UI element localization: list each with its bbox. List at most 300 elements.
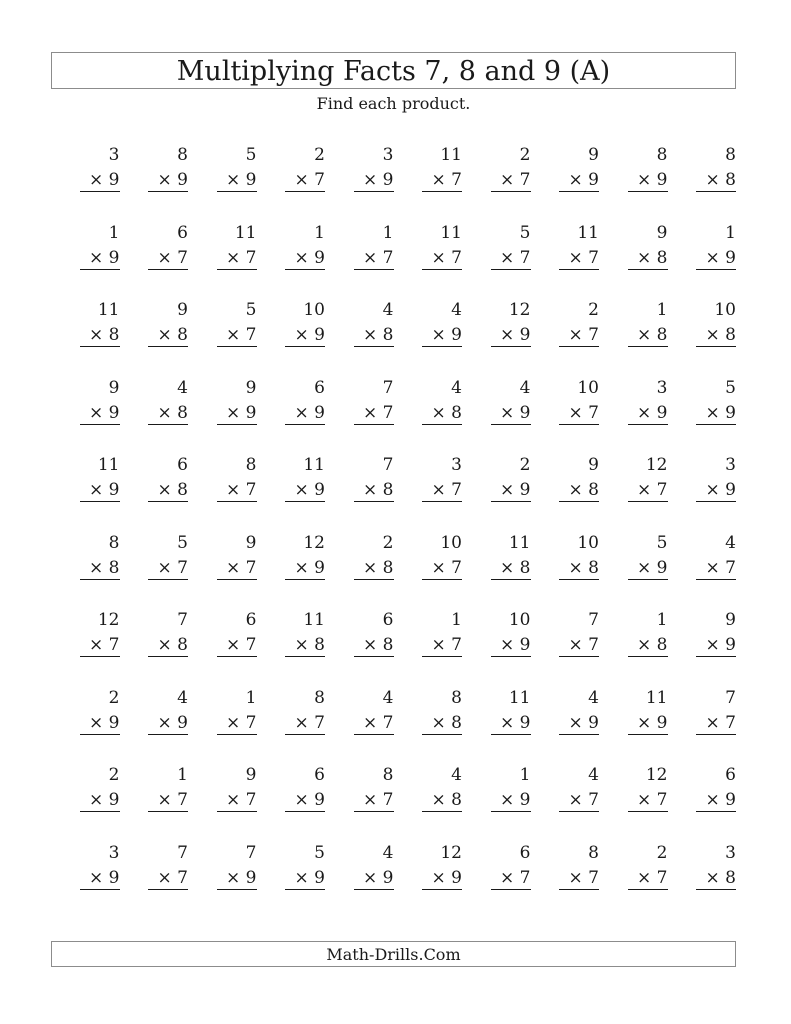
problem [599,299,668,377]
problem [188,532,257,610]
problem [257,842,326,920]
multiplicand: 1 [108,222,120,243]
multiplier: × 9 [422,324,462,347]
multiplicand: 7 [382,455,394,475]
multiplicand: 2 [382,532,394,553]
multiplier: × 9 [696,634,736,657]
multiplier: × 9 [628,712,668,735]
multiplier: × 7 [422,479,462,502]
multiplier: × 9 [148,712,188,735]
multiplicand: 1 [656,610,668,630]
multiplicand: 1 [382,222,394,243]
multiplier: × 7 [354,712,394,735]
problem [531,687,600,765]
multiplier: × 7 [696,712,736,735]
multiplier: × 8 [80,557,120,580]
multiplicand: 11 [440,145,462,165]
multiplicand: 12 [303,532,325,553]
multiplier: × 9 [354,169,394,192]
multiplicand: 10 [508,610,531,630]
multiplier: × 7 [80,634,120,657]
multiplicand: 4 [451,377,462,398]
multiplicand: 8 [314,687,325,708]
multiplier: × 9 [80,479,120,502]
multiplier: × 9 [422,867,462,890]
multiplier: × 9 [217,169,257,192]
multiplier: × 8 [148,634,188,657]
multiplicand: 11 [234,222,257,243]
problem-row [51,764,736,842]
problem [668,377,737,455]
problem [257,377,326,455]
problem [599,377,668,455]
multiplier: × 8 [148,479,188,502]
multiplicand: 9 [656,222,668,243]
multiplier: × 9 [285,789,325,812]
problem [668,532,737,610]
problem [120,532,189,610]
multiplicand: 6 [382,610,394,630]
multiplier: × 7 [217,712,257,735]
multiplicand: 2 [519,455,531,475]
multiplicand: 8 [451,687,462,708]
problem [462,454,531,532]
multiplicand: 9 [245,532,257,553]
problem [325,144,394,222]
multiplier: × 9 [628,169,668,192]
multiplier: × 8 [696,169,736,192]
multiplicand: 2 [656,842,668,863]
multiplicand: 11 [303,455,325,475]
multiplier: × 9 [148,169,188,192]
multiplier: × 8 [559,557,599,580]
multiplicand: 1 [245,687,257,708]
problem [188,842,257,920]
problem [51,144,120,222]
multiplicand: 4 [177,687,188,708]
problem [462,609,531,687]
problem [531,377,600,455]
multiplier: × 8 [354,324,394,347]
problem [462,532,531,610]
problem [668,687,737,765]
multiplicand: 8 [725,145,736,165]
problem [188,764,257,842]
multiplicand: 4 [519,377,531,398]
problem [51,842,120,920]
multiplicand: 6 [725,765,736,785]
problem [462,144,531,222]
problem [325,222,394,300]
multiplicand: 8 [177,145,188,165]
multiplier: × 9 [285,557,325,580]
multiplier: × 9 [491,789,531,812]
multiplier: × 9 [491,324,531,347]
multiplier: × 7 [559,402,599,425]
problem [51,764,120,842]
multiplicand: 5 [656,532,668,553]
problem [531,454,600,532]
multiplier: × 9 [80,789,120,812]
multiplicand: 11 [303,610,325,630]
instructions: Find each product. [316,94,471,113]
multiplier: × 7 [217,247,257,270]
problem-row [51,609,736,687]
problem [599,764,668,842]
multiplicand: 8 [382,765,394,785]
problem [188,299,257,377]
multiplier: × 9 [696,247,736,270]
multiplier: × 7 [217,557,257,580]
multiplicand: 11 [97,300,120,320]
problem [325,532,394,610]
problem [668,299,737,377]
problem [120,764,189,842]
multiplicand: 8 [108,532,120,553]
multiplier: × 7 [285,169,325,192]
multiplier: × 7 [559,247,599,270]
multiplier: × 7 [491,867,531,890]
multiplicand: 3 [108,842,120,863]
problem [51,532,120,610]
problem [462,764,531,842]
multiplier: × 8 [696,324,736,347]
multiplicand: 5 [725,377,736,398]
multiplicand: 4 [382,842,394,863]
problem [188,687,257,765]
multiplicand: 4 [451,300,462,320]
multiplicand: 9 [177,300,188,320]
multiplier: × 7 [422,169,462,192]
multiplier: × 9 [491,479,531,502]
multiplier: × 7 [422,557,462,580]
multiplicand: 7 [725,687,736,708]
multiplicand: 11 [97,455,120,475]
multiplicand: 7 [177,610,188,630]
problem [531,609,600,687]
multiplier: × 7 [148,789,188,812]
multiplier: × 9 [491,712,531,735]
multiplicand: 11 [577,222,599,243]
multiplier: × 9 [80,712,120,735]
problem [668,144,737,222]
multiplicand: 12 [508,300,531,320]
problem [668,842,737,920]
problem [120,377,189,455]
multiplicand: 6 [519,842,531,863]
multiplier: × 8 [354,634,394,657]
problem [462,377,531,455]
multiplicand: 3 [451,455,462,475]
multiplicand: 8 [588,842,599,863]
multiplicand: 4 [382,300,394,320]
multiplicand: 11 [645,687,668,708]
problem [257,687,326,765]
problem [51,299,120,377]
multiplier: × 8 [628,634,668,657]
problem [120,687,189,765]
multiplier: × 9 [559,169,599,192]
multiplicand: 12 [645,765,668,785]
problem [394,532,463,610]
problem [120,144,189,222]
multiplier: × 9 [285,402,325,425]
problem-row [51,687,736,765]
problem [188,377,257,455]
problem-row [51,222,736,300]
multiplicand: 9 [588,455,599,475]
multiplier: × 8 [285,634,325,657]
problem [668,454,737,532]
problem [394,222,463,300]
problem [120,222,189,300]
problem-row [51,454,736,532]
multiplier: × 9 [491,402,531,425]
problem [51,377,120,455]
multiplier: × 9 [217,402,257,425]
multiplier: × 7 [422,247,462,270]
multiplicand: 6 [177,222,188,243]
problem-row [51,144,736,222]
multiplier: × 9 [80,402,120,425]
problem [462,842,531,920]
problem [462,299,531,377]
problem [394,687,463,765]
multiplicand: 10 [303,300,325,320]
multiplier: × 7 [217,634,257,657]
multiplier: × 7 [354,402,394,425]
problem [51,222,120,300]
multiplicand: 9 [725,610,736,630]
problem [51,609,120,687]
multiplier: × 8 [696,867,736,890]
multiplicand: 2 [588,300,599,320]
multiplier: × 8 [628,247,668,270]
multiplicand: 12 [440,842,462,863]
problem [394,764,463,842]
multiplicand: 1 [177,765,188,785]
problem [325,609,394,687]
multiplicand: 10 [440,532,462,553]
multiplicand: 10 [714,300,736,320]
problem [531,842,600,920]
problem [531,222,600,300]
multiplicand: 4 [177,377,188,398]
multiplier: × 7 [491,169,531,192]
problem [394,609,463,687]
multiplicand: 3 [382,145,394,165]
problem [668,609,737,687]
multiplier: × 7 [217,324,257,347]
multiplier: × 7 [422,634,462,657]
multiplier: × 9 [491,634,531,657]
multiplier: × 7 [559,324,599,347]
problem [257,299,326,377]
multiplier: × 9 [354,867,394,890]
multiplier: × 9 [628,557,668,580]
multiplier: × 8 [354,479,394,502]
multiplier: × 7 [628,789,668,812]
multiplicand: 11 [508,532,531,553]
multiplier: × 7 [491,247,531,270]
problem [394,299,463,377]
multiplier: × 9 [285,247,325,270]
multiplier: × 8 [422,789,462,812]
multiplicand: 11 [440,222,462,243]
multiplicand: 7 [177,842,188,863]
problem [531,532,600,610]
problem [599,532,668,610]
multiplicand: 1 [725,222,736,243]
multiplicand: 5 [177,532,188,553]
problem [188,609,257,687]
problem [51,687,120,765]
multiplier: × 9 [80,247,120,270]
problem [120,454,189,532]
problem [51,454,120,532]
multiplicand: 2 [519,145,531,165]
multiplicand: 7 [382,377,394,398]
multiplicand: 6 [314,765,325,785]
multiplier: × 7 [148,867,188,890]
multiplier: × 8 [422,402,462,425]
multiplier: × 8 [422,712,462,735]
multiplier: × 7 [354,789,394,812]
multiplicand: 1 [656,300,668,320]
multiplier: × 9 [285,867,325,890]
multiplicand: 5 [519,222,531,243]
multiplier: × 8 [80,324,120,347]
problem [257,144,326,222]
multiplicand: 7 [245,842,257,863]
problem-grid [51,144,736,919]
multiplicand: 3 [108,145,120,165]
multiplicand: 3 [656,377,668,398]
problem-row [51,377,736,455]
multiplicand: 5 [245,300,257,320]
problem [257,532,326,610]
multiplier: × 7 [628,479,668,502]
multiplier: × 9 [696,789,736,812]
multiplier: × 9 [628,402,668,425]
multiplicand: 12 [97,610,120,630]
problem [325,299,394,377]
problem [257,222,326,300]
multiplicand: 1 [314,222,325,243]
problem [325,842,394,920]
problem-row [51,532,736,610]
problem [394,454,463,532]
multiplicand: 10 [577,377,599,398]
multiplier: × 7 [559,634,599,657]
worksheet-title: Multiplying Facts 7, 8 and 9 (A) [51,52,736,89]
multiplier: × 9 [559,712,599,735]
multiplicand: 5 [245,145,257,165]
multiplier: × 8 [491,557,531,580]
problem [120,609,189,687]
problem [531,299,600,377]
multiplicand: 9 [245,377,257,398]
problem-row [51,299,736,377]
multiplier: × 9 [80,867,120,890]
multiplicand: 8 [245,455,257,475]
multiplier: × 9 [696,479,736,502]
problem [462,687,531,765]
multiplier: × 7 [217,789,257,812]
problem [599,144,668,222]
problem [325,687,394,765]
multiplicand: 7 [588,610,599,630]
multiplicand: 5 [314,842,325,863]
multiplier: × 8 [559,479,599,502]
multiplicand: 1 [519,765,531,785]
multiplier: × 8 [628,324,668,347]
problem [599,609,668,687]
problem [599,687,668,765]
multiplier: × 9 [285,479,325,502]
problem [394,842,463,920]
problem [257,454,326,532]
problem [668,222,737,300]
multiplier: × 7 [148,247,188,270]
multiplicand: 9 [108,377,120,398]
problem [188,454,257,532]
problem [531,144,600,222]
multiplier: × 7 [285,712,325,735]
multiplicand: 8 [656,145,668,165]
multiplicand: 3 [725,455,736,475]
multiplier: × 9 [285,324,325,347]
multiplicand: 2 [314,145,325,165]
multiplier: × 8 [148,402,188,425]
problem [462,222,531,300]
problem [188,144,257,222]
multiplicand: 6 [245,610,257,630]
problem [531,764,600,842]
multiplicand: 6 [314,377,325,398]
problem-row [51,842,736,920]
multiplicand: 10 [577,532,599,553]
multiplier: × 7 [559,867,599,890]
multiplier: × 8 [148,324,188,347]
multiplier: × 9 [217,867,257,890]
multiplicand: 4 [382,687,394,708]
multiplicand: 11 [508,687,531,708]
problem [394,377,463,455]
multiplicand: 4 [588,765,599,785]
problem [599,454,668,532]
problem [120,299,189,377]
multiplicand: 3 [725,842,736,863]
problem [325,764,394,842]
multiplicand: 12 [645,455,668,475]
problem [188,222,257,300]
multiplicand: 4 [588,687,599,708]
problem [325,454,394,532]
multiplicand: 9 [588,145,599,165]
multiplier: × 7 [559,789,599,812]
problem [257,609,326,687]
multiplicand: 6 [177,455,188,475]
multiplier: × 7 [696,557,736,580]
multiplicand: 4 [451,765,462,785]
problem [599,222,668,300]
multiplier: × 7 [217,479,257,502]
multiplicand: 4 [725,532,736,553]
multiplicand: 2 [108,765,120,785]
footer: Math-Drills.Com [51,941,736,967]
multiplicand: 9 [245,765,257,785]
